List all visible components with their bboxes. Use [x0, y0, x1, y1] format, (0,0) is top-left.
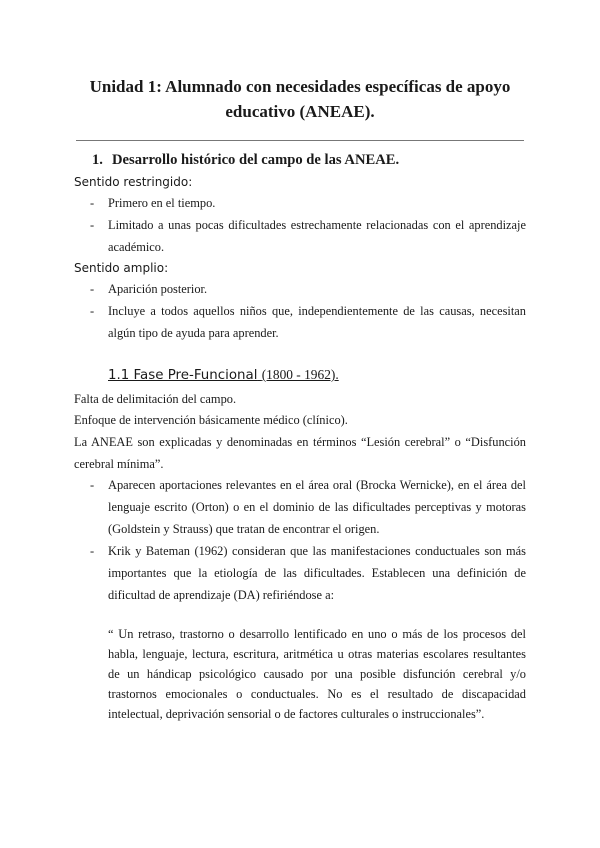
list-dash: - [90, 544, 95, 558]
paragraph: Falta de delimitación del campo. [74, 392, 237, 406]
broad-sense-label: Sentido amplio: [74, 261, 169, 275]
list-item [90, 192, 526, 214]
list-item-text: Krik y Bateman (1962) consideran que las manifestaciones conductuales son más importantes que la etiología de las dificultades. Establecen una definición de dificultad de aprendizaje (DA) refiriéndose a: [108, 544, 526, 602]
paragraph: Enfoque de intervención básicamente médico (clínico). [74, 413, 348, 427]
section-heading-text: Desarrollo histórico del campo de las ANEAE. [112, 152, 400, 168]
list-dash: - [90, 218, 95, 232]
title-divider [76, 140, 524, 141]
list-item-text: Limitado a unas pocas dificultades estrechamente relacionadas con el aprendizaje académico. [108, 218, 526, 254]
subsection-heading-text: 1.1 Fase Pre-Funcional [108, 368, 258, 383]
list-item-text: Primero en el tiempo. [108, 196, 216, 210]
list-item [90, 474, 526, 540]
list-item-text: Aparición posterior. [108, 282, 208, 296]
subsection-years: (1800 - 1962). [261, 367, 339, 382]
subsection-heading [108, 366, 339, 385]
document-title: Unidad 1: Alumnado con necesidades específicas de apoyo educativo (ANEAE). [89, 77, 511, 121]
definition-quote: “ Un retraso, trastorno o desarrollo lentificado en uno o más de los procesos del habla, lenguaje, lectura, escritura, aritmética u otras materias escolares resultantes de un hándicap psicológico causado por una posible disfunción cerebral y/o trastornos emocionales o conductuales. No es el resultado de discapacidad intelectual, deprivación sensorial o de factores culturales o instruccionales”. [108, 627, 526, 721]
list-dash: - [90, 304, 95, 318]
section-heading [92, 150, 399, 170]
list-item [90, 278, 526, 300]
list-dash: - [90, 196, 95, 210]
restricted-sense-label: Sentido restringido: [74, 175, 193, 189]
list-dash: - [90, 478, 95, 492]
list-item [90, 540, 526, 606]
list-item-text: Incluye a todos aquellos niños que, independientemente de las causas, necesitan algún tipo de ayuda para aprender. [108, 304, 526, 340]
list-item [90, 214, 526, 258]
paragraph: La ANEAE son explicadas y denominadas en términos “Lesión cerebral” o “Disfunción cerebral mínima”. [74, 435, 526, 471]
list-item [90, 300, 526, 344]
list-item-text: Aparecen aportaciones relevantes en el área oral (Brocka Wernicke), en el área del lenguaje escrito (Orton) o en el dominio de las dificultades perceptivas y motoras (Goldstein y Strauss) que tratan de encontrar el origen. [108, 478, 526, 536]
list-dash: - [90, 282, 95, 296]
section-number: 1. [92, 152, 103, 168]
